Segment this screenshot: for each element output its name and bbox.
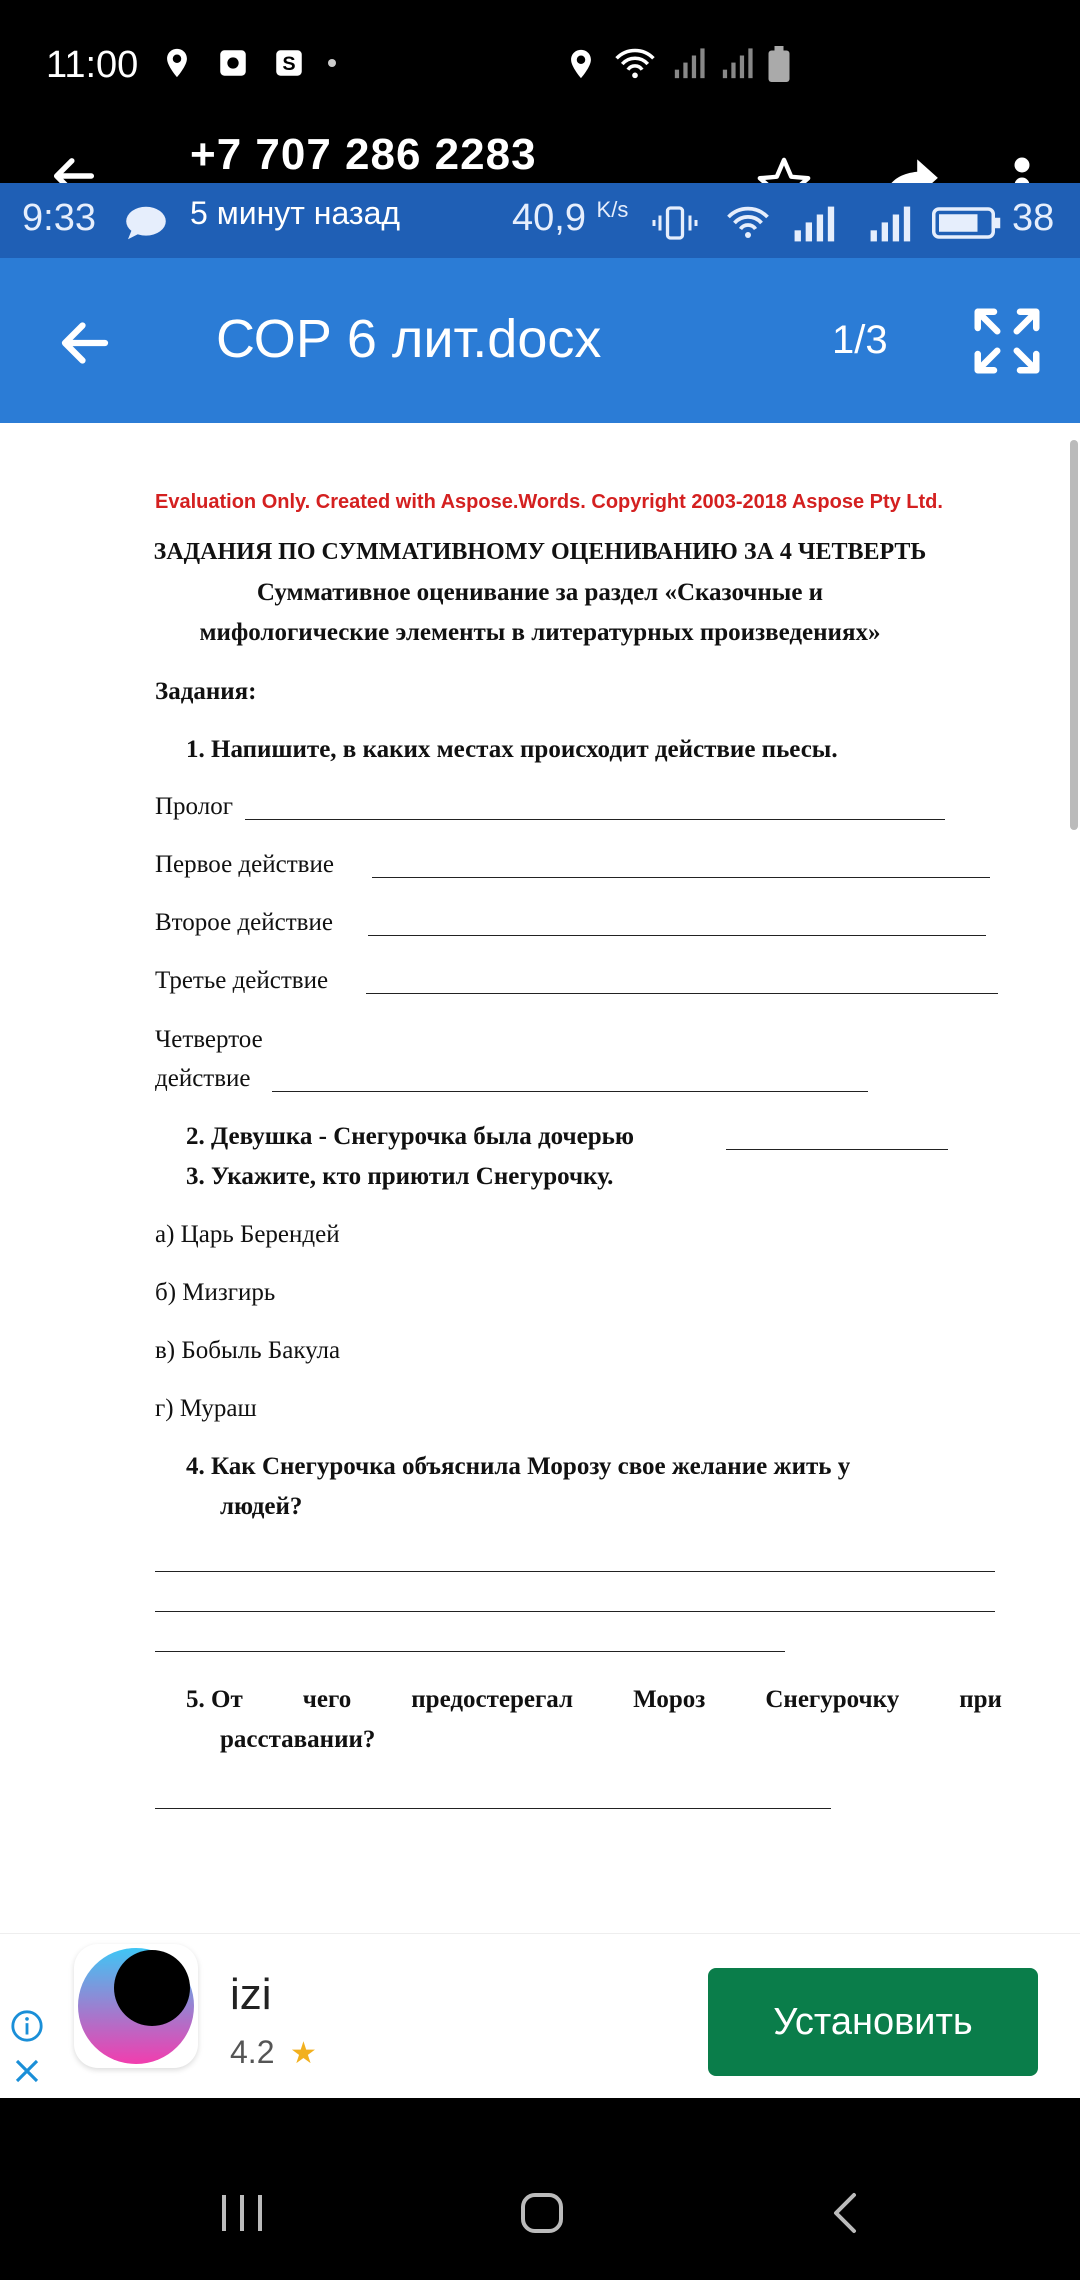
option-c: в) Бобыль Бакула xyxy=(155,1337,341,1364)
heading-title: ЗАДАНИЯ ПО СУММАТИВНОМУ ОЦЕНИВАНИЮ ЗА 4 ЧЕТВЕРТЬ xyxy=(153,539,927,565)
location-icon xyxy=(564,47,598,81)
heading-subtitle-1: Суммативное оценивание за раздел «Сказочные и xyxy=(256,579,824,606)
location-icon xyxy=(160,46,194,80)
scrollbar-thumb[interactable] xyxy=(1070,440,1078,830)
question-4-line-1: 4. Как Снегурочка объяснила Морозу свое желание жить у xyxy=(186,1453,851,1480)
inner-status-time: 9:33 xyxy=(22,197,96,239)
contact-phone-number: +7 707 286 2283 xyxy=(190,130,537,179)
signal-icon-2 xyxy=(720,47,754,81)
question-4-line-2: людей? xyxy=(220,1493,303,1520)
q5-word-3: предостерегал xyxy=(411,1686,574,1713)
battery-percent: 38 xyxy=(1012,197,1055,239)
back-icon[interactable] xyxy=(830,2192,860,2234)
battery-icon xyxy=(932,205,1002,241)
heading-subtitle-2: мифологические элементы в литературных произведениях» xyxy=(199,619,881,646)
install-button[interactable]: Установить xyxy=(708,1968,1038,2076)
signal-icon xyxy=(672,47,706,81)
option-a: а) Царь Берендей xyxy=(155,1221,340,1248)
answer-line-q4-3 xyxy=(155,1651,785,1652)
page-counter: 1/3 xyxy=(832,318,888,362)
vibrate-icon xyxy=(650,205,700,241)
navigation-bar xyxy=(0,2098,1080,2280)
field-act4-label-a: Четвертое xyxy=(155,1026,263,1053)
network-speed: 40,9 $^{K/s}$ xyxy=(512,197,629,239)
answer-line-prologue xyxy=(245,819,945,820)
document-title: СОР 6 лит.docx xyxy=(216,309,602,369)
chat-icon xyxy=(124,205,168,241)
field-act4-label-b: действие xyxy=(155,1065,251,1092)
star-icon: ★ xyxy=(290,2037,317,2070)
battery-icon xyxy=(768,46,790,82)
ad-app-name: izi xyxy=(230,1970,272,2019)
question-5-line-2: расставании? xyxy=(220,1726,376,1753)
izi-app-icon[interactable] xyxy=(74,1944,198,2068)
answer-line-act4 xyxy=(272,1091,868,1092)
app-toolbar xyxy=(0,258,1080,423)
tasks-label: Задания: xyxy=(155,678,257,705)
answer-line-q2 xyxy=(726,1149,948,1150)
back-arrow-icon[interactable] xyxy=(55,313,115,373)
field-act3-label: Третье действие xyxy=(155,967,329,994)
answer-line-q5 xyxy=(155,1808,831,1809)
q5-word-4: Мороз xyxy=(633,1686,706,1713)
q5-word-1: 5. От xyxy=(186,1686,243,1713)
last-seen-text: 5 минут назад xyxy=(190,195,401,231)
q5-word-5: Снегурочку xyxy=(765,1686,900,1713)
status-time: 11:00 xyxy=(46,44,139,86)
question-3: 3. Укажите, кто приютил Снегурочку. xyxy=(186,1163,614,1190)
signal-icon xyxy=(862,205,914,243)
question-5-line-1 xyxy=(186,1686,1002,1714)
watermark-text: Evaluation Only. Created with Aspose.Words. Copyright 2003-2018 Aspose Pty Ltd. xyxy=(155,491,943,513)
wifi-icon xyxy=(722,205,774,241)
ad-banner[interactable] xyxy=(0,1933,1080,2098)
answer-line-q4-2 xyxy=(155,1611,995,1612)
q5-word-2: чего xyxy=(302,1686,352,1713)
answer-line-q4-1 xyxy=(155,1571,995,1572)
ad-info-icon[interactable] xyxy=(10,2009,44,2043)
recent-apps-icon[interactable] xyxy=(220,2193,264,2233)
document-page[interactable] xyxy=(0,423,1080,1933)
q5-word-6: при xyxy=(959,1686,1002,1713)
inner-status-bar xyxy=(0,183,1080,258)
ad-app-rating: 4.2 xyxy=(230,2034,275,2070)
option-b: б) Мизгирь xyxy=(155,1279,276,1306)
question-2: 2. Девушка - Снегурочка была дочерью xyxy=(186,1123,634,1150)
status-bar xyxy=(0,0,1080,135)
answer-line-act2 xyxy=(368,935,986,936)
field-act2-label: Второе действие xyxy=(155,909,333,936)
svg-text:S: S xyxy=(282,53,296,76)
app-s-icon xyxy=(272,46,306,80)
signal-3g-icon xyxy=(786,205,838,243)
option-d: г) Мураш xyxy=(155,1395,257,1422)
home-icon[interactable] xyxy=(520,2192,564,2234)
gallery-icon xyxy=(216,46,250,80)
question-1: 1. Напишите, в каких местах происходит действие пьесы. xyxy=(186,736,838,763)
field-act1-label: Первое действие xyxy=(155,851,334,878)
wifi-icon xyxy=(612,47,658,81)
fullscreen-icon[interactable] xyxy=(968,302,1046,380)
field-prologue-label: Пролог xyxy=(155,793,233,820)
ad-close-icon[interactable] xyxy=(12,2056,42,2086)
answer-line-act1 xyxy=(372,877,990,878)
notification-dot-icon xyxy=(328,59,336,67)
answer-line-act3 xyxy=(366,993,998,994)
